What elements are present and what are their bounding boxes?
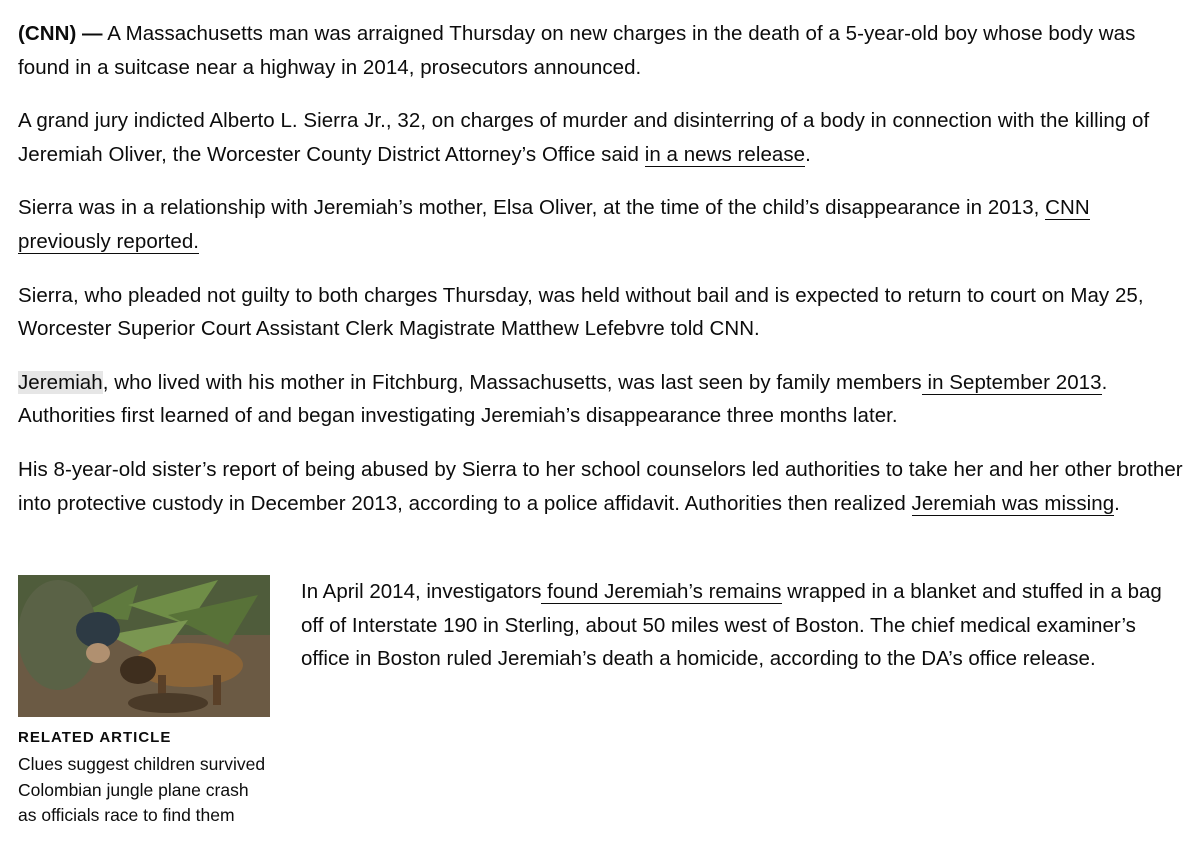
related-article-title[interactable]: Clues suggest children survived Colombian jungle plane crash as officials race to find them (18, 754, 266, 825)
paragraph-4-text: Sierra, who pleaded not guilty to both charges Thursday, was held without bail and is expected to return to court on May 25, Worcester Superior Court Assistant Clerk Magistrate Matthew Lefebvre told CNN. (18, 283, 1144, 341)
september-2013-link[interactable]: in September 2013 (921, 370, 1102, 394)
paragraph-6-end: . (1114, 491, 1120, 515)
paragraph-6-text: His 8-year-old sister’s report of being abused by Sierra to her school counselors led authorities to take her and her other brother into protective custody in December 2013, according to a police affidavit. Authorities then realized (18, 457, 1183, 515)
related-article-kicker: RELATED ARTICLE (18, 729, 172, 746)
related-article-image[interactable] (18, 575, 270, 717)
article-body (18, 17, 1188, 540)
paragraph-5-text: , who lived with his mother in Fitchburg, Massachusetts, was last seen by family members (102, 370, 922, 394)
image-helmet (76, 612, 120, 648)
highlighted-word: Jeremiah (18, 370, 103, 394)
image-shadow (128, 693, 208, 713)
paragraph-2-end: . (805, 142, 811, 166)
paragraph-2 (18, 104, 1188, 171)
news-release-link[interactable]: in a news release (644, 142, 806, 166)
paragraph-2-text: A grand jury indicted Alberto L. Sierra Jr., 32, on charges of murder and disinterring of a body in connection with the killing of Jeremiah Oliver, the Worcester County District Attorney’s Office said (18, 109, 1150, 166)
paragraph-3 (18, 191, 1188, 258)
paragraph-1 (18, 17, 1188, 84)
cnn-previously-reported-link[interactable]: CNN previously reported. (18, 196, 1090, 253)
related-article[interactable] (18, 575, 271, 829)
paragraph-1-text: A Massachusetts man was arraigned Thursday on new charges in the death of a 5-year-old boy whose body was found in a suitcase near a highway in 2014, prosecutors announced. (18, 22, 1136, 79)
image-dog-leg (213, 675, 221, 705)
paragraph-7-text: In April 2014, investigators (301, 580, 542, 603)
image-dog-head (120, 656, 156, 684)
paragraph-7-end: wrapped in a blanket and stuffed in a bag off of Interstate 190 in Sterling, about 50 miles west of Boston. The chief medical examiner’s office in Boston ruled Jeremiah’s death a homicide, according to the DA’s office release. (301, 580, 1162, 671)
paragraph-6 (18, 453, 1188, 520)
paragraph-3-text: Sierra was in a relationship with Jeremiah’s mother, Elsa Oliver, at the time of the child’s disappearance in 2013, (18, 196, 1046, 220)
paragraph-5 (18, 366, 1188, 433)
paragraph-7 (301, 575, 1181, 676)
paragraph-4 (18, 279, 1188, 346)
paragraph-5-end: . Authorities first learned of and began investigating Jeremiah’s disappearance three months later. (18, 370, 1108, 428)
found-remains-link[interactable]: found Jeremiah’s remains (541, 580, 782, 603)
image-face (86, 643, 110, 663)
jeremiah-missing-link[interactable]: Jeremiah was missing (911, 491, 1115, 515)
dateline: (CNN) — (18, 22, 103, 45)
